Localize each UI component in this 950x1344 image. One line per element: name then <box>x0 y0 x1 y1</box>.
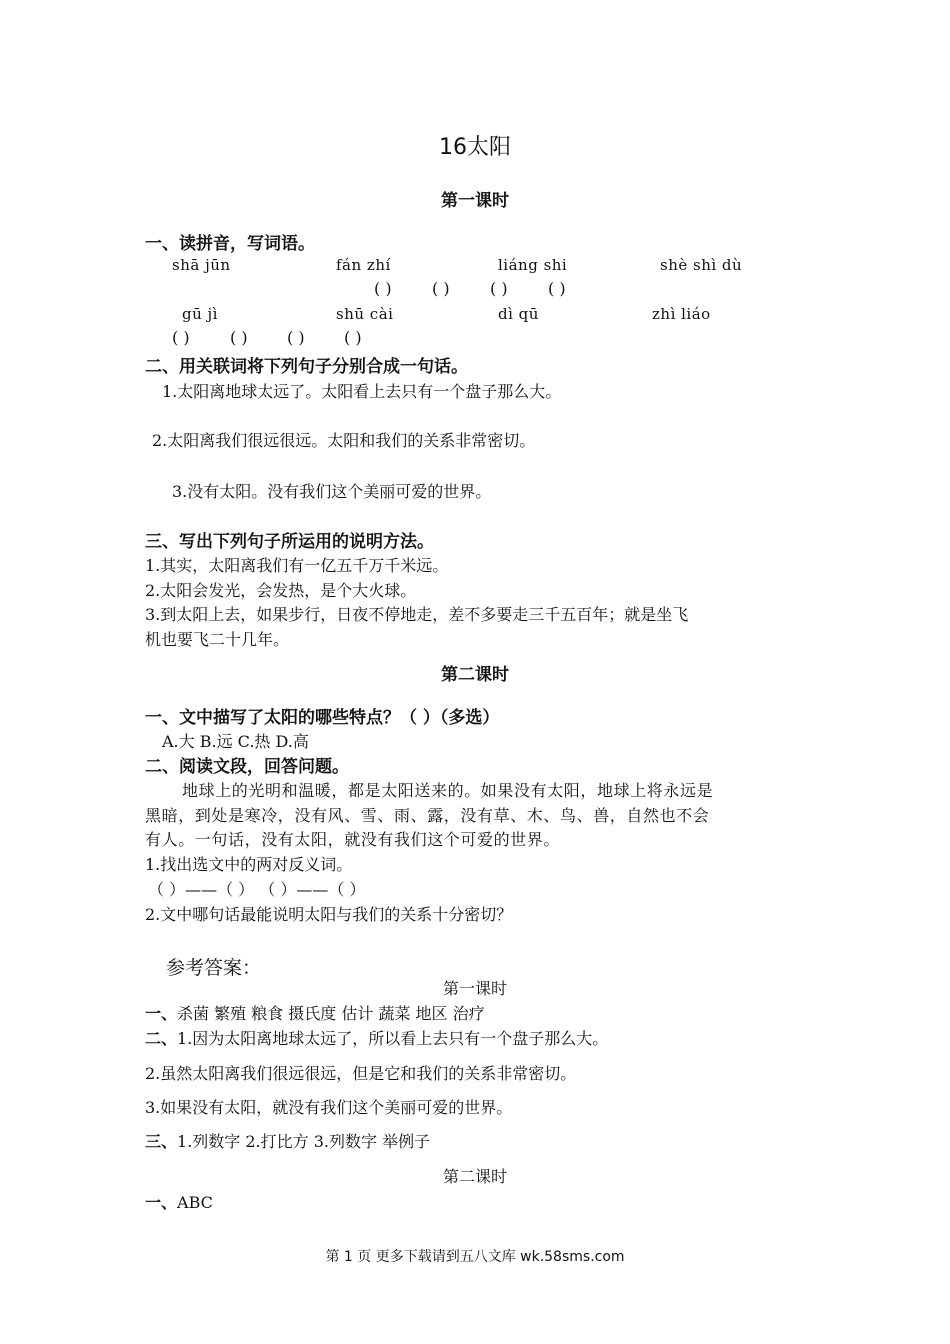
blank-6: ( ) <box>230 328 248 347</box>
l2-sub1: 1.找出选文中的两对反义词。 <box>145 855 353 874</box>
answer-2-2: 2.虽然太阳离我们很远很远，但是它和我们的关系非常密切。 <box>145 1064 577 1083</box>
q3-item-2: 2.太阳会发光，会发热，是个大火球。 <box>145 581 417 600</box>
blank-5: ( ) <box>172 328 190 347</box>
blank-8: ( ) <box>344 328 362 347</box>
answer-1-label: 一、 <box>145 1004 178 1023</box>
pinyin-diqu: dì qū <box>498 305 539 323</box>
passage-line-1: 地球上的光明和温暖，都是太阳送来的。如果没有太阳，地球上将永远是 <box>182 781 714 800</box>
q3-item-1: 1.其实，太阳离我们有一亿五千万千米远。 <box>145 556 449 575</box>
q3-item-3: 3.到太阳上去，如果步行，日夜不停地走，差不多要走三千五百年；就是坐飞 <box>145 605 689 624</box>
lesson2-heading: 第二课时 <box>441 665 509 685</box>
answer-2-1 <box>145 1026 608 1049</box>
answer-3 <box>145 1129 430 1152</box>
answers-lesson2-heading: 第二课时 <box>442 1167 507 1186</box>
answers-heading: 参考答案： <box>166 957 262 979</box>
pinyin-shajun: shā jūn <box>172 256 231 274</box>
blank-4: ( ) <box>548 279 566 298</box>
pinyin-guji: gū jì <box>182 305 218 323</box>
l2-sub1-blanks: （ ）——（ ） （ ）——（ ） <box>148 880 366 899</box>
l2-sub2: 2.文中哪句话最能说明太阳与我们的关系十分密切？ <box>145 905 513 924</box>
passage-line-3: 有人。一句话，没有太阳，就没有我们这个可爱的世界。 <box>145 830 561 849</box>
pinyin-shucai: shū cài <box>336 305 394 323</box>
answer-3-label: 三、 <box>145 1132 178 1151</box>
page-title: 16太阳 <box>439 135 511 160</box>
l2-q1-title: 一、文中描写了太阳的哪些特点？（ ）（多选） <box>145 708 500 728</box>
answer-b1-text: ABC <box>177 1193 213 1212</box>
pinyin-sheshidu: shè shì dù <box>660 256 743 274</box>
blank-1: ( ) <box>374 279 392 298</box>
passage-line-2: 黑暗，到处是寒冷，没有风、雪、雨、露，没有草、木、鸟、兽，自然也不会 <box>145 806 710 825</box>
q2-title: 二、用关联词将下列句子分别合成一句话。 <box>145 357 468 377</box>
blank-2: ( ) <box>432 279 450 298</box>
answer-b1-label: 一、 <box>145 1193 178 1212</box>
answer-2-1-text: 1.因为太阳离地球太远了，所以看上去只有一个盘子那么大。 <box>177 1029 609 1048</box>
l2-q2-title: 二、阅读文段，回答问题。 <box>145 757 349 777</box>
answer-3-text: 1.列数字 2.打比方 3.列数字 举例子 <box>177 1132 431 1151</box>
l2-q1-options: A.大 B.远 C.热 D.高 <box>162 732 309 751</box>
q2-item-1: 1.太阳离地球太远了。太阳看上去只有一个盘子那么大。 <box>162 382 562 401</box>
answer-1 <box>145 1001 485 1024</box>
pinyin-fanzhi: fán zhí <box>336 256 391 274</box>
lesson1-heading: 第一课时 <box>441 191 509 211</box>
answer-2-label: 二、 <box>145 1029 178 1048</box>
blank-3: ( ) <box>490 279 508 298</box>
answers-lesson1-heading: 第一课时 <box>442 979 507 998</box>
answer-2-3: 3.如果没有太阳，就没有我们这个美丽可爱的世界。 <box>145 1098 513 1117</box>
answer-b1 <box>145 1190 213 1213</box>
q3-item-3-cont: 机也要飞二十几年。 <box>145 630 290 649</box>
pinyin-liangshi: liáng shi <box>498 256 568 274</box>
blank-7: ( ) <box>287 328 305 347</box>
page-footer: 第 1 页 更多下载请到五八文库 wk.58sms.com <box>325 1249 625 1265</box>
q1-title: 一、读拼音，写词语。 <box>145 234 315 254</box>
q2-item-3: 3.没有太阳。没有我们这个美丽可爱的世界。 <box>172 482 492 501</box>
q3-title: 三、写出下列句子所运用的说明方法。 <box>145 532 434 552</box>
q2-item-2: 2.太阳离我们很远很远。太阳和我们的关系非常密切。 <box>152 431 536 450</box>
pinyin-zhiliao: zhì liáo <box>652 305 711 323</box>
answer-1-text: 杀菌 繁殖 粮食 摄氏度 估计 蔬菜 地区 治疗 <box>177 1004 485 1023</box>
